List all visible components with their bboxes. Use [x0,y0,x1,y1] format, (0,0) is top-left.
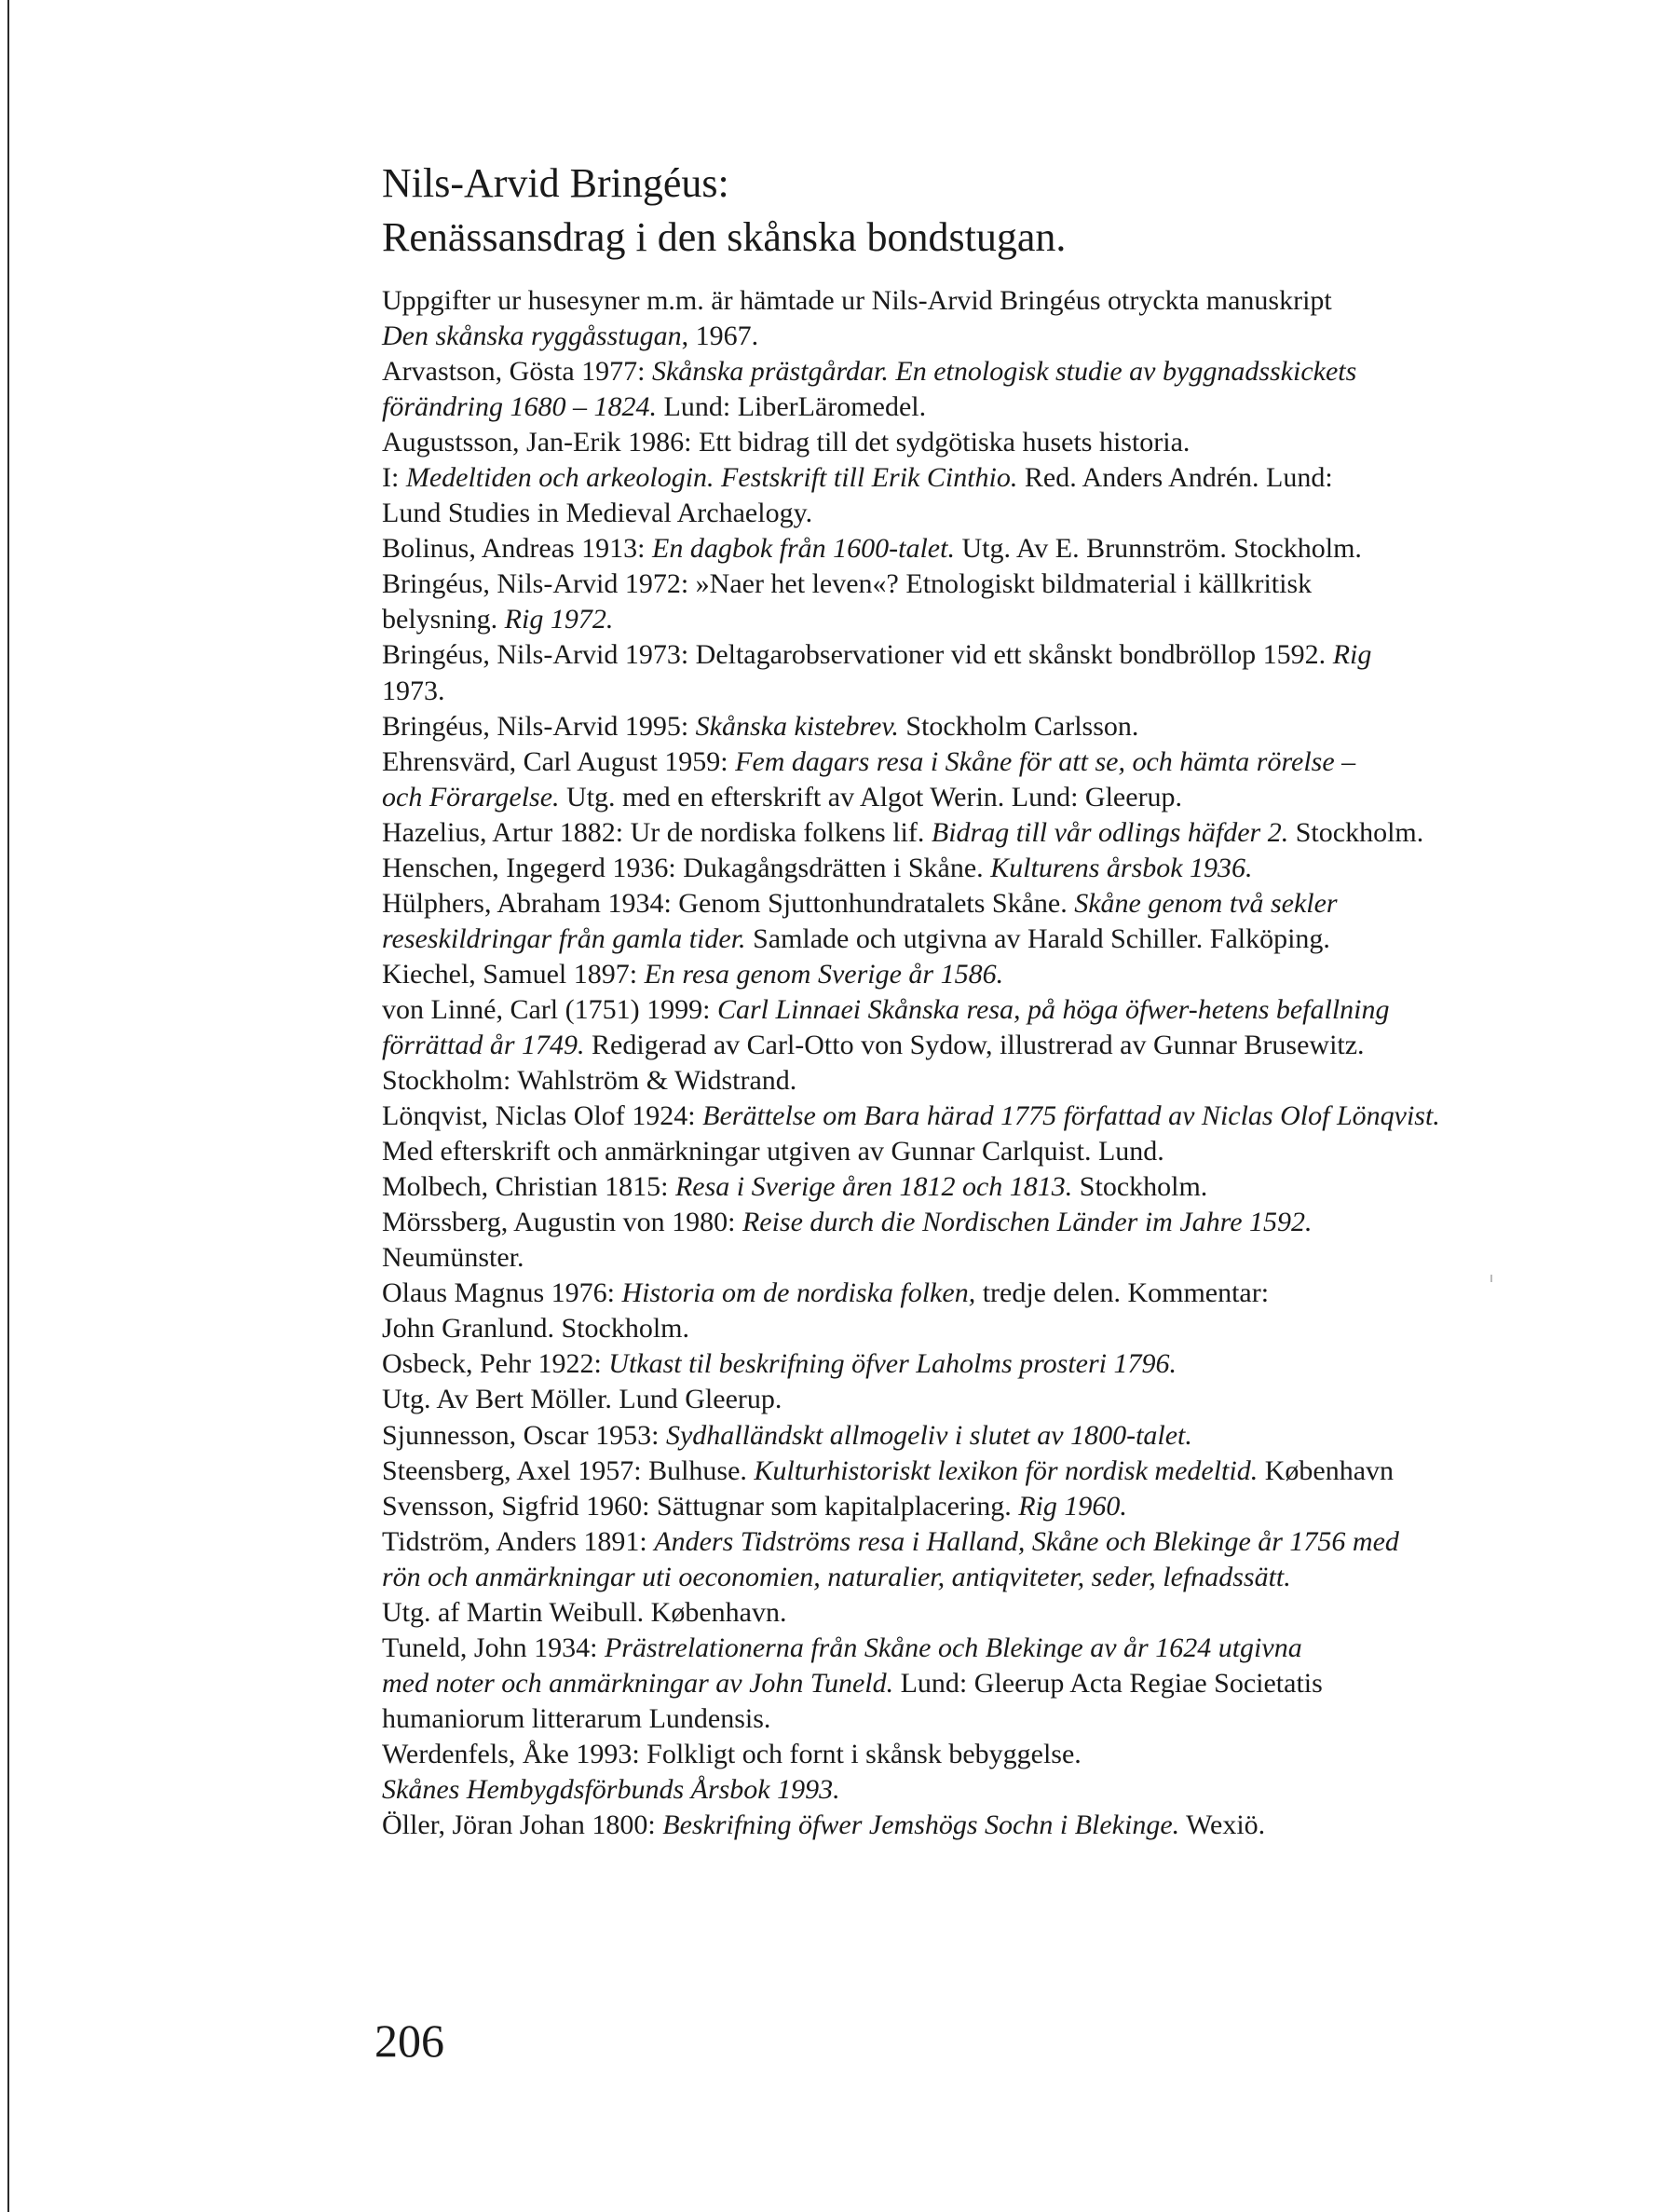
bibliography-line [382,389,1593,425]
bibliography-line [382,1276,1593,1311]
reference-text: Red. Anders Andrén. Lund: [1017,462,1333,494]
italic-title-text: Kulturhistoriskt lexikon för nordisk medeltid. [754,1454,1259,1486]
bibliography-line [382,1063,1593,1099]
reference-text: Werdenfels, Åke 1993: Folkligt och fornt i skånsk bebyggelse. [382,1738,1082,1769]
page-header [382,157,1546,265]
reference-text: Olaus Magnus 1976: [382,1277,622,1309]
reference-text: I: [382,462,406,494]
reference-text: Mörssberg, Augustin von 1980: [382,1207,742,1238]
reference-text: , 1967. [681,321,759,352]
italic-title-text: Bidrag till vår odlings häfder 2. [931,816,1289,848]
reference-text: Steensberg, Axel 1957: Bulhuse. [382,1454,755,1486]
bibliography-line [382,1169,1593,1205]
reference-text: Utg. af Martin Weibull. København. [382,1596,787,1628]
page-title: Renässansdrag i den skånska bondstugan. [382,214,1067,260]
bibliography-line [382,1205,1593,1240]
bibliography-line [382,283,1593,319]
reference-text: Lund: LiberLäromedel. [657,391,927,423]
reference-text: Sjunnesson, Oscar 1953: [382,1419,666,1451]
italic-title-text: Reise durch die Nordischen Länder im Jahre 1592. [742,1207,1313,1238]
bibliography-line [382,957,1593,992]
italic-title-text: Medeltiden och arkeologin. Festskrift till Erik Cinthio. [405,462,1018,494]
bibliography-line [382,886,1593,922]
reference-text: Molbech, Christian 1815: [382,1171,675,1203]
italic-title-text: Carl Linnaei Skånska resa, på höga öfwer-hetens befallning [716,993,1390,1025]
italic-title-text: Fem dagars resa i Skåne för att se, och hämta rörelse – [735,745,1356,777]
italic-title-text: förrättad år 1749. [382,1029,585,1060]
reference-text: 1973. [382,675,445,706]
bibliography-line [382,674,1593,709]
italic-title-text: Resa i Sverige åren 1812 och 1813. [674,1171,1073,1203]
italic-title-text: Utkast til beskrifning öfver Laholms prosteri 1796. [608,1348,1177,1380]
reference-text: Neumünster. [382,1242,524,1274]
page-number: 206 [374,2014,444,2067]
reference-text: Lund: Gleerup Acta Regiae Societatis [893,1667,1323,1699]
page-edge-line [7,0,9,2212]
italic-title-text: Rig 1972. [504,604,614,635]
bibliography-line [382,1808,1593,1843]
italic-title-text: med noter och anmärkningar av John Tuneld. [382,1667,894,1699]
reference-text: Stockholm: Wahlström & Widstrand. [382,1065,797,1097]
bibliography-line [382,1666,1593,1701]
italic-title-text: Rig [1332,639,1372,671]
italic-title-text: Historia om de nordiska folken, [621,1277,976,1309]
reference-text: von Linné, Carl (1751) 1999: [382,993,717,1025]
bibliography-line [382,531,1593,567]
bibliography-line [382,1311,1593,1346]
reference-text: Hazelius, Artur 1882: Ur de nordiska folkens lif. [382,816,932,848]
bibliography-line [382,319,1593,354]
bibliography-line [382,709,1593,744]
italic-title-text: Skånska prästgårdar. En etnologisk studie av byggnadsskickets [651,356,1357,388]
reference-text: Redigerad av Carl-Otto von Sydow, illustrerad av Gunnar Brusewitz. [584,1029,1365,1060]
bibliography-line [382,1418,1593,1454]
italic-title-text: Prästrelationerna från Skåne och Blekinge av år 1624 utgivna [604,1632,1302,1663]
bibliography-line [382,1346,1593,1382]
reference-text: Stockholm. [1288,816,1424,848]
reference-text: Augustsson, Jan-Erik 1986: Ett bidrag till det sydgötiska husets historia. [382,427,1191,458]
bibliography-line [382,1028,1593,1063]
reference-text: belysning. [382,604,505,635]
reference-text: Henschen, Ingegerd 1936: Dukagångsdrätten i Skåne. [382,852,991,883]
italic-title-text: rön och anmärkningar uti oeconomien, naturalier, antiqviteter, seder, lefnadssätt. [382,1561,1291,1592]
italic-title-text: Sydhalländskt allmogeliv i slutet av 1800-talet. [665,1419,1192,1451]
bibliography-line [382,1099,1593,1134]
bibliography-line [382,1382,1593,1417]
reference-text: Svensson, Sigfrid 1960: Sättugnar som kapitalplacering. [382,1490,1019,1522]
reference-text: Tidström, Anders 1891: [382,1525,655,1557]
bibliography-line [382,1595,1593,1631]
reference-text: Kiechel, Samuel 1897: [382,958,645,990]
bibliography-line [382,1631,1593,1666]
bibliography-line [382,1454,1593,1489]
reference-text: Ehrensvärd, Carl August 1959: [382,745,736,777]
reference-text: Tuneld, John 1934: [382,1632,605,1663]
bibliography-line [382,815,1593,851]
reference-text: Wexiö. [1179,1809,1266,1841]
reference-text: humaniorum litterarum Lundensis. [382,1702,771,1734]
italic-title-text: och Förargelse. [382,781,560,812]
bibliography-line [382,992,1593,1028]
italic-title-text: förändring 1680 – 1824. [382,391,658,423]
bibliography-line [382,637,1593,673]
reference-text: Stockholm Carlsson. [898,710,1139,742]
italic-title-text: Skånska kistebrev. [695,710,899,742]
reference-text: Osbeck, Pehr 1922: [382,1348,609,1380]
author-heading: Nils-Arvid Bringéus: [382,160,729,206]
italic-title-text: Beskrifning öfwer Jemshögs Sochn i Blekinge. [662,1809,1180,1841]
reference-text: Lund Studies in Medieval Archaelogy. [382,498,813,529]
italic-title-text: Skåne genom två sekler [1074,887,1338,919]
bibliography-line [382,780,1593,815]
reference-text: Arvastson, Gösta 1977: [382,356,652,388]
bibliography-line [382,922,1593,957]
reference-text: tredje delen. Kommentar: [975,1277,1270,1309]
reference-text: København [1258,1454,1395,1486]
reference-text: Lönqvist, Niclas Olof 1924: [382,1100,703,1132]
reference-text: Uppgifter ur husesyner m.m. är hämtade ur Nils-Arvid Bringéus otryckta manuskript [382,285,1332,316]
bibliography-line [382,1737,1593,1772]
bibliography-line [382,1134,1593,1169]
reference-text: Hülphers, Abraham 1934: Genom Sjuttonhundratalets Skåne. [382,887,1075,919]
reference-text: Bolinus, Andreas 1913: [382,533,652,565]
bibliography-line [382,496,1593,531]
scan-speck [1490,1275,1492,1282]
reference-text: John Granlund. Stockholm. [382,1313,689,1345]
reference-text: Bringéus, Nils-Arvid 1972: »Naer het leven«? Etnologiskt bildmaterial i källkritisk [382,568,1313,600]
reference-text: Med efterskrift och anmärkningar utgiven av Gunnar Carlquist. Lund. [382,1136,1164,1167]
italic-title-text: Kulturens årsbok 1936. [990,852,1253,883]
bibliography-line [382,744,1593,780]
bibliography-line [382,425,1593,460]
italic-title-text: En resa genom Sverige år 1586. [644,958,1004,990]
bibliography-line [382,851,1593,886]
italic-title-text: Berättelse om Bara härad 1775 författad av Niclas Olof Lönqvist. [702,1100,1440,1132]
reference-text: Utg. Av Bert Möller. Lund Gleerup. [382,1384,782,1415]
reference-text: Samlade och utgivna av Harald Schiller. Falköping. [745,922,1330,954]
italic-title-text: reseskildringar från gamla tider. [382,922,746,954]
italic-title-text: Anders Tidströms resa i Halland, Skåne och Blekinge år 1756 med [654,1525,1399,1557]
italic-title-text: Rig 1960. [1018,1490,1127,1522]
italic-title-text: Den skånska ryggåsstugan [382,321,682,352]
reference-text: Utg. Av E. Brunnström. Stockholm. [954,533,1362,565]
bibliography-list [382,283,1593,1843]
reference-text: Öller, Jöran Johan 1800: [382,1809,663,1841]
bibliography-line [382,1524,1593,1560]
bibliography-line [382,460,1593,496]
italic-title-text: En dagbok från 1600-talet. [652,533,955,565]
italic-title-text: Skånes Hembygdsförbunds Årsbok 1993. [382,1773,840,1805]
reference-text: Bringéus, Nils-Arvid 1973: Deltagarobservationer vid ett skånskt bondbröllop 1592. [382,639,1333,671]
bibliography-line [382,602,1593,637]
bibliography-line [382,1240,1593,1276]
bibliography-line [382,1560,1593,1595]
bibliography-line [382,1772,1593,1808]
reference-text: Bringéus, Nils-Arvid 1995: [382,710,696,742]
reference-text: Utg. med en efterskrift av Algot Werin. Lund: Gleerup. [559,781,1183,812]
bibliography-line [382,1489,1593,1524]
bibliography-line [382,567,1593,602]
reference-text: Stockholm. [1072,1171,1208,1203]
bibliography-line [382,354,1593,389]
bibliography-line [382,1701,1593,1737]
